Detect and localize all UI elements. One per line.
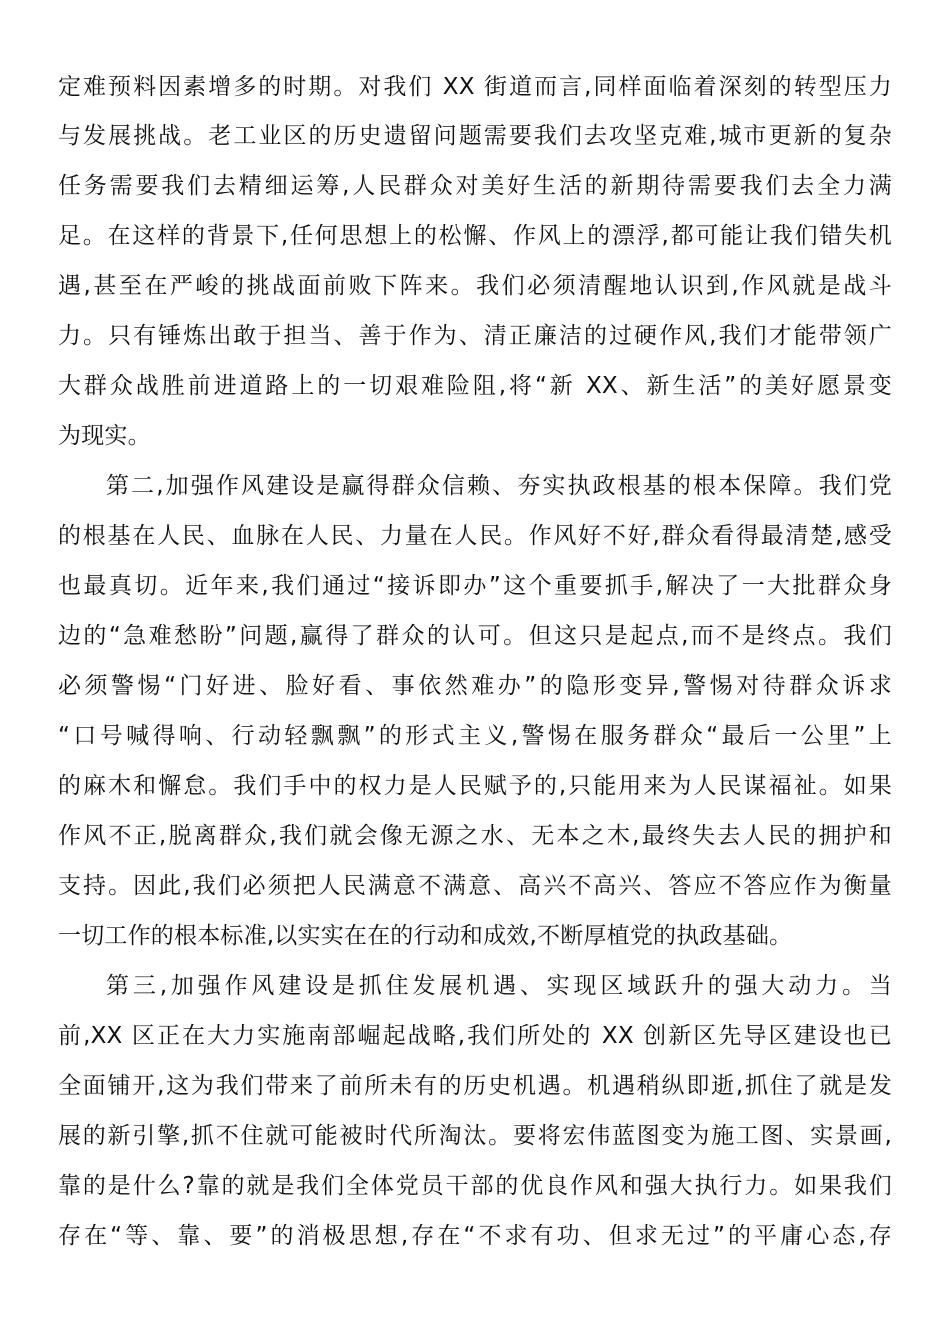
text-line: 为现实。 — [58, 423, 151, 449]
text-line: 靠的是什么?靠的就是我们全体党员干部的优良作风和强大执行力。如果我们 — [58, 1173, 892, 1199]
text-line: 力。只有锤炼出敢于担当、善于作为、清正廉洁的过硬作风,我们才能带领广 — [58, 323, 892, 349]
text-line: 也最真切。近年来,我们通过“接诉即办”这个重要抓手,解决了一大批群众身 — [58, 573, 892, 599]
text-line: 足。在这样的背景下,任何思想上的松懈、作风上的漂浮,都可能让我们错失机 — [58, 223, 892, 249]
text-line: 存在“等、靠、要”的消极思想,存在“不求有功、但求无过”的平庸心态,存 — [58, 1223, 892, 1249]
paragraph-first-line: 第三,加强作风建设是抓住发展机遇、实现区域跃升的强大动力。当 — [106, 973, 892, 999]
text-line: 遇,甚至在严峻的挑战面前败下阵来。我们必须清醒地认识到,作风就是战斗 — [58, 273, 892, 299]
text-line: 前,XX 区正在大力实施南部崛起战略,我们所处的 XX 创新区先导区建设也已 — [58, 1023, 892, 1049]
text-line: 大群众战胜前进道路上的一切艰难险阻,将“新 XX、新生活”的美好愿景变 — [58, 373, 892, 399]
text-line: 任务需要我们去精细运筹,人民群众对美好生活的新期待需要我们去全力满 — [58, 173, 892, 199]
text-line: 作风不正,脱离群众,我们就会像无源之水、无本之木,最终失去人民的拥护和 — [58, 823, 892, 849]
text-line: 定难预料因素增多的时期。对我们 XX 街道而言,同样面临着深刻的转型压力 — [58, 74, 892, 100]
text-line: 与发展挑战。老工业区的历史遗留问题需要我们去攻坚克难,城市更新的复杂 — [58, 123, 892, 149]
text-line: 一切工作的根本标准,以实实在在的行动和成效,不断厚植党的执政基础。 — [58, 923, 793, 949]
paragraph-first-line: 第二,加强作风建设是赢得群众信赖、夯实执政根基的根本保障。我们党 — [106, 473, 892, 499]
text-line: 边的“急难愁盼”问题,赢得了群众的认可。但这只是起点,而不是终点。我们 — [58, 623, 892, 649]
text-line: “口号喊得响、行动轻飘飘”的形式主义,警惕在服务群众“最后一公里”上 — [58, 723, 892, 749]
text-line: 全面铺开,这为我们带来了前所未有的历史机遇。机遇稍纵即逝,抓住了就是发 — [58, 1073, 892, 1099]
text-line: 的根基在人民、血脉在人民、力量在人民。作风好不好,群众看得最清楚,感受 — [58, 523, 892, 549]
text-line: 支持。因此,我们必须把人民满意不满意、高兴不高兴、答应不答应作为衡量 — [58, 873, 892, 899]
text-line: 的麻木和懈怠。我们手中的权力是人民赋予的,只能用来为人民谋福祉。如果 — [58, 773, 892, 799]
text-line: 必须警惕“门好进、脸好看、事依然难办”的隐形变异,警惕对待群众诉求 — [58, 673, 892, 699]
text-line: 展的新引擎,抓不住就可能被时代所淘汰。要将宏伟蓝图变为施工图、实景画, — [58, 1123, 892, 1149]
